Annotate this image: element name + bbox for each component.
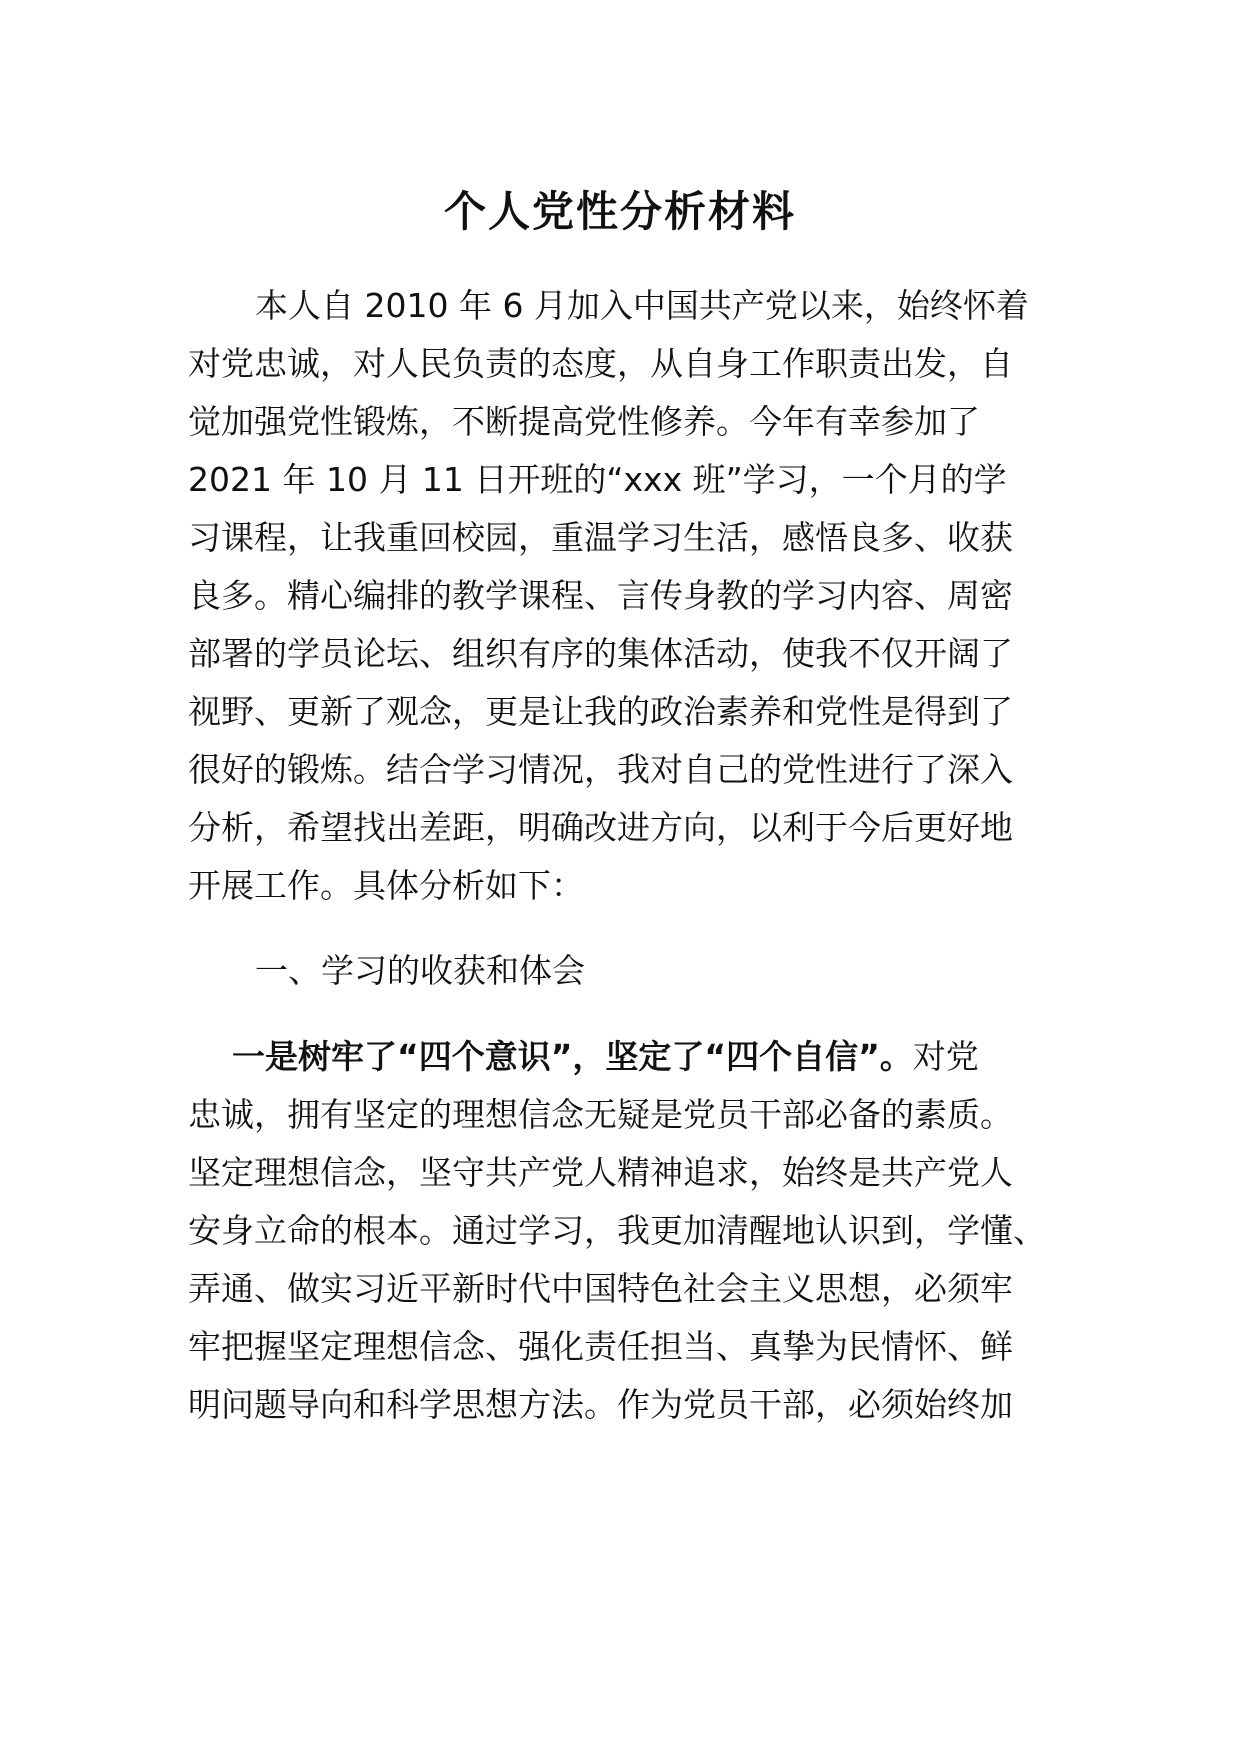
paragraph-line: 部署的学员论坛、组织有序的集体活动，使我不仅开阔了	[188, 634, 1013, 673]
paragraph-line: 视野、更新了观念，更是让我的政治素养和党性是得到了	[188, 692, 1013, 731]
paragraph-line: 分析，希望找出差距，明确改进方向，以利于今后更好地	[188, 808, 1013, 847]
document-title: 个人党性分析材料	[443, 187, 796, 236]
paragraph-line: 安身立命的根本。通过学习，我更加清醒地认识到，学懂、	[188, 1211, 1046, 1250]
paragraph-line: 对党忠诚，对人民负责的态度，从自身工作职责出发，自	[188, 344, 1013, 383]
paragraph-text: 对党	[912, 1037, 979, 1076]
paragraph-line: 2021 年 10 月 11 日开班的“xxx 班”学习，一个月的学	[188, 460, 1007, 499]
paragraph-first-line	[232, 1032, 979, 1082]
paragraph-line: 开展工作。具体分析如下：	[188, 866, 584, 905]
paragraph-line: 弄通、做实习近平新时代中国特色社会主义思想，必须牢	[188, 1269, 1013, 1308]
section-heading: 一、学习的收获和体会	[255, 951, 585, 990]
paragraph-line: 牢把握坚定理想信念、强化责任担当、真挚为民情怀、鲜	[188, 1327, 1013, 1366]
paragraph-line: 坚定理想信念，坚守共产党人精神追求，始终是共产党人	[188, 1153, 1013, 1192]
paragraph-line: 忠诚，拥有坚定的理想信念无疑是党员干部必备的素质。	[188, 1095, 1013, 1134]
paragraph-line: 明问题导向和科学思想方法。作为党员干部，必须始终加	[188, 1385, 1013, 1424]
paragraph-line: 很好的锻炼。结合学习情况，我对自己的党性进行了深入	[188, 750, 1013, 789]
paragraph-line: 觉加强党性锻炼，不断提高党性修养。今年有幸参加了	[188, 402, 980, 441]
paragraph-line: 良多。精心编排的教学课程、言传身教的学习内容、周密	[188, 576, 1013, 615]
point-heading: 一是树牢了“四个意识”，坚定了“四个自信”。	[232, 1037, 913, 1076]
paragraph-line: 习课程，让我重回校园，重温学习生活，感悟良多、收获	[188, 518, 1013, 557]
paragraph-line: 本人自 2010 年 6 月加入中国共产党以来，始终怀着	[255, 286, 1029, 325]
